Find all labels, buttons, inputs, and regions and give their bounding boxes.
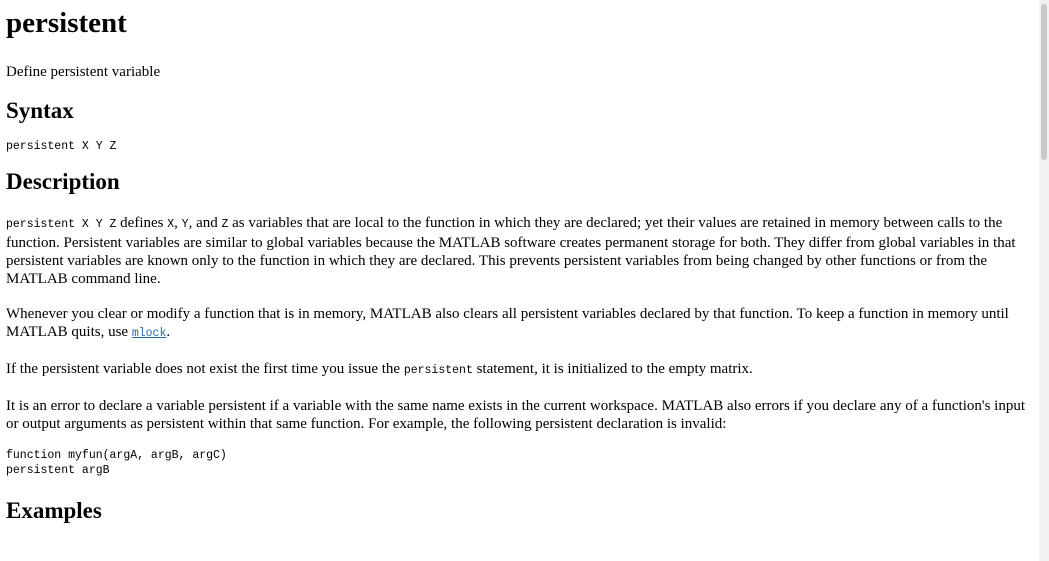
description-paragraph-4: It is an error to declare a variable persistent if a variable with the same name exists in the current workspace. MATLAB also errors if you declare any of a function's input or output arguments as persistent within that same function. For example, the following persistent declaration is invalid: [6,398,1026,432]
text-segment: . [166,324,171,340]
syntax-heading: Syntax [6,98,74,123]
text-segment: Whenever you clear or modify a function that is in memory, MATLAB also clears all persistent variables declared by that function. To keep a function in memory until MATLAB quits, use [6,306,1009,340]
text-segment: as variables that are local to the function in which they are declared; yet their values are retained in memory between calls to the function. Persistent variables are similar to global variables because the MATLAB software creates permanent storage for both. They differ from global variables in that persistent variables are known only to the function in which they are declared. This prevents persistent variables from being changed by other functions or from the MATLAB command line. [6,215,1016,287]
text-segment: statement, it is initialized to the empty matrix. [472,361,753,377]
text-segment: If the persistent variable does not exist the first time you issue the [6,361,404,377]
description-paragraph-3 [6,360,1036,380]
description-paragraph-1 [6,214,1036,288]
examples-heading: Examples [6,498,102,523]
page-title: persistent [6,7,127,39]
code-y: Y [181,218,189,231]
doc-content [6,0,1036,525]
code-z: Z [221,218,229,231]
code-line: function myfun(argA, argB, argC) [6,449,227,462]
code-example [6,448,1036,478]
code-persistent: persistent [403,364,473,377]
text-segment: , and [188,215,222,231]
code-x: X [167,218,175,231]
text-segment: defines [116,215,168,231]
code-line: persistent argB [6,464,110,477]
mlock-link[interactable]: mlock [131,327,167,340]
vertical-scrollbar[interactable] [1039,0,1049,561]
scrollbar-thumb[interactable] [1041,4,1047,160]
syntax-code: persistent X Y Z [6,140,117,153]
description-heading: Description [6,169,120,194]
text-segment: , [174,215,182,231]
code-persistent-xyz: persistent X Y Z [6,218,117,231]
description-paragraph-2 [6,305,1036,343]
page-subtitle: Define persistent variable [6,64,161,80]
